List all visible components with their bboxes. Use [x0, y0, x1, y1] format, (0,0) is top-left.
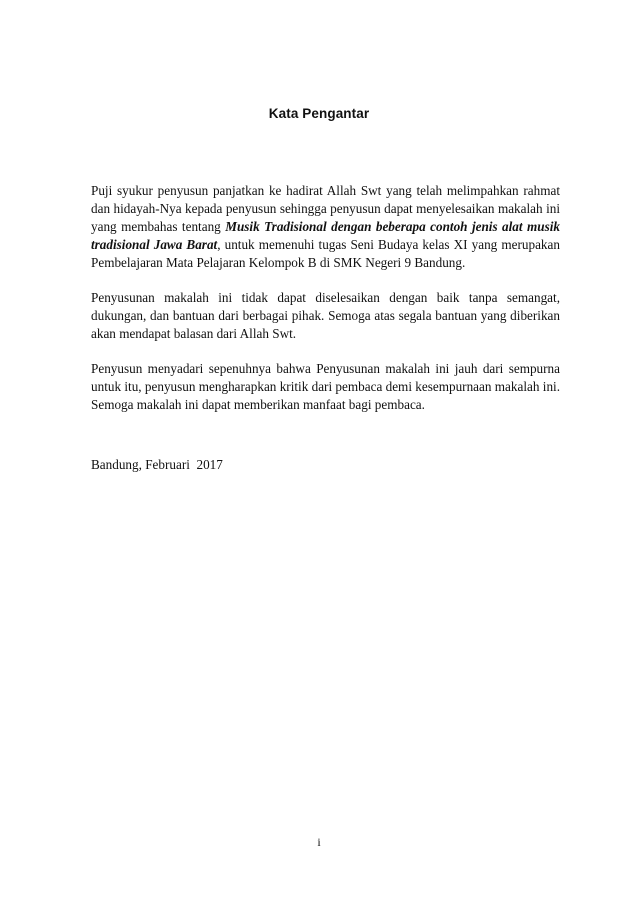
paragraph-intro: [91, 182, 560, 272]
page-title: Kata Pengantar: [268, 106, 370, 121]
page-number: i: [317, 835, 321, 849]
body-content: [91, 182, 560, 431]
paragraph-intro-text-before: Puji syukur penyusun panjatkan ke hadirat Allah Swt yang telah melimpahkan rahmat dan hidayah-Nya kepada penyusun sehingga penyusun dapat menyelesaikan makalah ini yang membahas tentang: [91, 183, 560, 234]
paragraph-closing: Penyusun menyadari sepenuhnya bahwa Penyusunan makalah ini jauh dari sempurna untuk itu, penyusun mengharapkan kritik dari pembaca demi kesempurnaan makalah ini. Semoga makalah ini dapat memberikan manfaat bagi pembaca.: [91, 361, 560, 412]
paragraph-support: Penyusunan makalah ini tidak dapat diselesaikan dengan baik tanpa semangat, dukungan, dan bantuan dari berbagai pihak. Semoga atas segala bantuan yang diberikan akan mendapat balasan dari Allah Swt.: [91, 290, 560, 341]
date-line: Bandung, Februari 2017: [91, 457, 223, 472]
paragraph-intro-text-after: , untuk memenuhi tugas Seni Budaya kelas XI yang merupakan Pembelajaran Mata Pelajaran Kelompok B di SMK Negeri 9 Bandung.: [91, 237, 560, 270]
paragraph-intro-emphasis: Musik Tradisional dengan beberapa contoh jenis alat musik tradisional Jawa Barat: [91, 219, 560, 252]
